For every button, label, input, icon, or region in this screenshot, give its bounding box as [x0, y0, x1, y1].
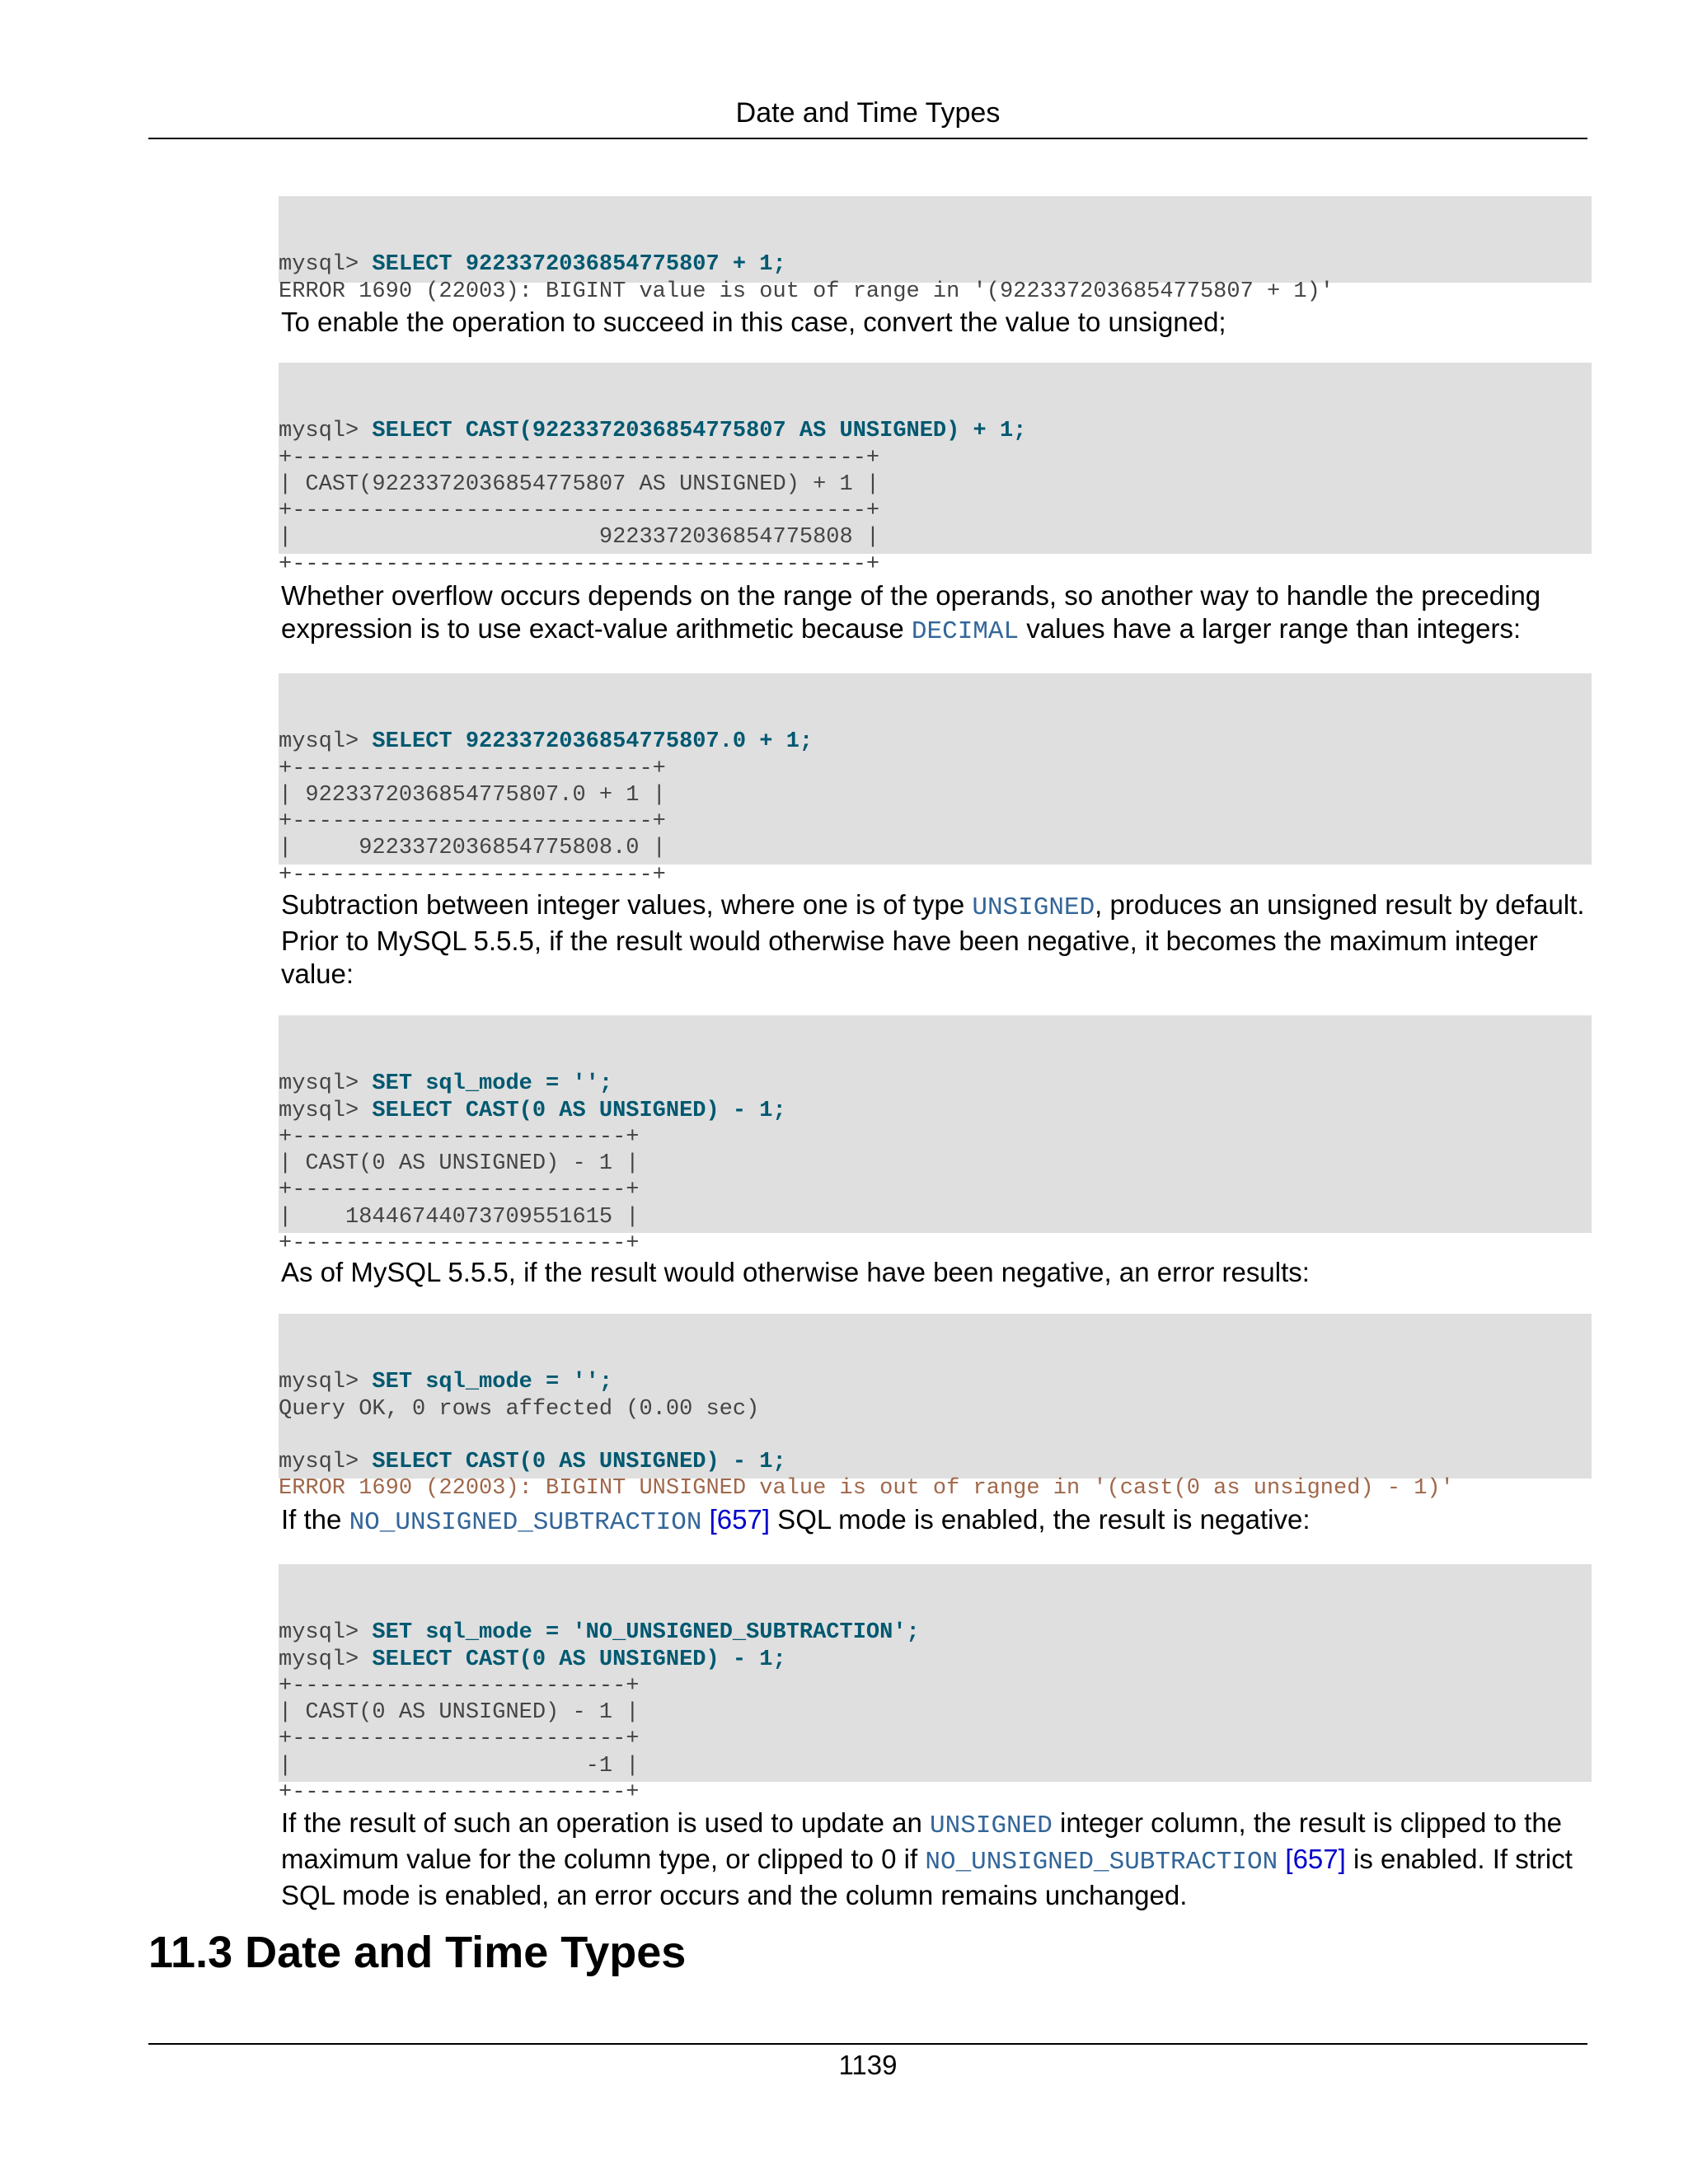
- footer-divider: [148, 2043, 1587, 2045]
- paragraph-text: If the: [281, 1504, 349, 1535]
- code-output: | 9223372036854775808.0 |: [279, 836, 666, 861]
- page-content: [281, 196, 1592, 1912]
- code-block-unsigned-max: [279, 1015, 1592, 1257]
- code-output: | CAST(0 AS UNSIGNED) - 1 |: [279, 1151, 640, 1177]
- code-output: +-------------------------+: [279, 1124, 640, 1150]
- code-output: +-------------------------+: [279, 1178, 640, 1203]
- code-prompt: mysql>: [279, 1071, 373, 1097]
- page-ref-link[interactable]: [657]: [709, 1504, 771, 1535]
- code-output: +---------------------------+: [279, 809, 666, 835]
- paragraph-text: Subtraction between integer values, where one is of type: [281, 889, 973, 920]
- code-command: SELECT CAST(9223372036854775807 AS UNSIGNED) + 1;: [372, 419, 1027, 444]
- code-prompt: mysql>: [279, 1450, 373, 1475]
- section-heading: 11.3 Date and Time Types: [148, 1928, 687, 1977]
- page-number: 1139: [838, 2050, 898, 2080]
- code-command: SELECT CAST(0 AS UNSIGNED) - 1;: [372, 1647, 786, 1672]
- code-command: SELECT CAST(0 AS UNSIGNED) - 1;: [372, 1098, 786, 1123]
- code-output: | CAST(0 AS UNSIGNED) - 1 |: [279, 1700, 640, 1726]
- code-command: SELECT CAST(0 AS UNSIGNED) - 1;: [372, 1450, 786, 1475]
- code-error-output: ERROR 1690 (22003): BIGINT UNSIGNED value is out of range in '(cast(0 as unsigned) - 1)': [279, 1476, 1454, 1502]
- code-prompt: mysql>: [279, 419, 373, 444]
- code-command: SELECT 9223372036854775807 + 1;: [372, 252, 786, 278]
- code-prompt: mysql>: [279, 1647, 373, 1672]
- paragraph-text: values have a larger range than integers:: [1019, 613, 1522, 644]
- paragraph-text: Whether overflow occurs depends on the range of the operands, so another way to handle the preceding expression is to use exact-value arithmetic because: [281, 580, 1541, 644]
- code-command: SET sql_mode = '';: [372, 1071, 613, 1097]
- code-output: +-------------------------------------------+: [279, 445, 880, 471]
- unsigned-link[interactable]: UNSIGNED: [972, 893, 1095, 922]
- code-command: SELECT 9223372036854775807.0 + 1;: [372, 729, 814, 755]
- code-prompt: mysql>: [279, 1098, 373, 1123]
- paragraph-unsigned-subtraction: [281, 888, 1592, 991]
- paragraph-text: SQL mode is enabled, the result is negative:: [770, 1504, 1311, 1535]
- code-block-decimal: [279, 673, 1592, 888]
- paragraph-text: If the result of such an operation is used to update an: [281, 1807, 931, 1838]
- code-block-bigint-overflow: [279, 196, 1592, 304]
- code-output: Query OK, 0 rows affected (0.00 sec): [279, 1396, 760, 1422]
- running-header-title: Date and Time Types: [735, 97, 1001, 129]
- code-command: SET sql_mode = 'NO_UNSIGNED_SUBTRACTION';: [372, 1620, 920, 1646]
- page-ref-link[interactable]: [657]: [1285, 1844, 1346, 1874]
- code-prompt: mysql>: [279, 252, 373, 278]
- code-command: SET sql_mode = '';: [372, 1370, 613, 1395]
- code-prompt: mysql>: [279, 1370, 373, 1395]
- unsigned-link[interactable]: UNSIGNED: [930, 1811, 1053, 1840]
- code-prompt: mysql>: [279, 729, 373, 755]
- code-output: +-------------------------+: [279, 1231, 640, 1257]
- paragraph-clipped-result: [281, 1807, 1592, 1912]
- code-output: +-------------------------+: [279, 1727, 640, 1752]
- code-output: | 9223372036854775807.0 + 1 |: [279, 782, 666, 808]
- code-output: +---------------------------+: [279, 756, 666, 781]
- code-output: +-------------------------+: [279, 1673, 640, 1699]
- paragraph-decimal-range: [281, 579, 1592, 649]
- code-output: | CAST(9223372036854775807 AS UNSIGNED) + 1 |: [279, 471, 880, 497]
- code-output: +---------------------------+: [279, 862, 666, 888]
- code-output: +-------------------------------------------+: [279, 551, 880, 577]
- code-output: +-------------------------+: [279, 1780, 640, 1806]
- paragraph-text: , produces an unsigned result by default. Prior to MySQL 5.5.5, if the result would otherwise have been negative, it becomes the maximum integer value:: [281, 889, 1585, 989]
- paragraph-no-unsigned-subtraction: [281, 1503, 1592, 1540]
- code-prompt: mysql>: [279, 1620, 373, 1646]
- code-output: ERROR 1690 (22003): BIGINT value is out of range in '(9223372036854775807 + 1)': [279, 279, 1334, 304]
- no-unsigned-subtraction-link[interactable]: NO_UNSIGNED_SUBTRACTION: [925, 1848, 1278, 1877]
- no-unsigned-subtraction-link[interactable]: NO_UNSIGNED_SUBTRACTION: [349, 1508, 702, 1537]
- code-block-cast-unsigned: [279, 363, 1592, 577]
- paragraph-convert-unsigned: To enable the operation to succeed in this case, convert the value to unsigned;: [281, 307, 1226, 337]
- code-output: +-------------------------------------------+: [279, 499, 880, 524]
- decimal-link[interactable]: DECIMAL: [911, 617, 1020, 646]
- paragraph-error-results: As of MySQL 5.5.5, if the result would otherwise have been negative, an error results:: [281, 1257, 1310, 1287]
- paragraph-text: is enabled. If strict SQL mode is enabled, an error occurs and the column remains unchanged.: [281, 1844, 1573, 1910]
- code-output: | 18446744073709551615 |: [279, 1204, 640, 1230]
- code-output: | 9223372036854775808 |: [279, 525, 880, 551]
- code-blank-line: [279, 1422, 1592, 1449]
- code-block-negative-result: [279, 1564, 1592, 1806]
- paragraph-text: integer column, the result is clipped to the maximum value for the column type, or clipped to 0 if: [281, 1807, 1563, 1874]
- code-block-unsigned-error: [279, 1314, 1592, 1502]
- code-output: | -1 |: [279, 1753, 640, 1779]
- running-header: [148, 96, 1587, 139]
